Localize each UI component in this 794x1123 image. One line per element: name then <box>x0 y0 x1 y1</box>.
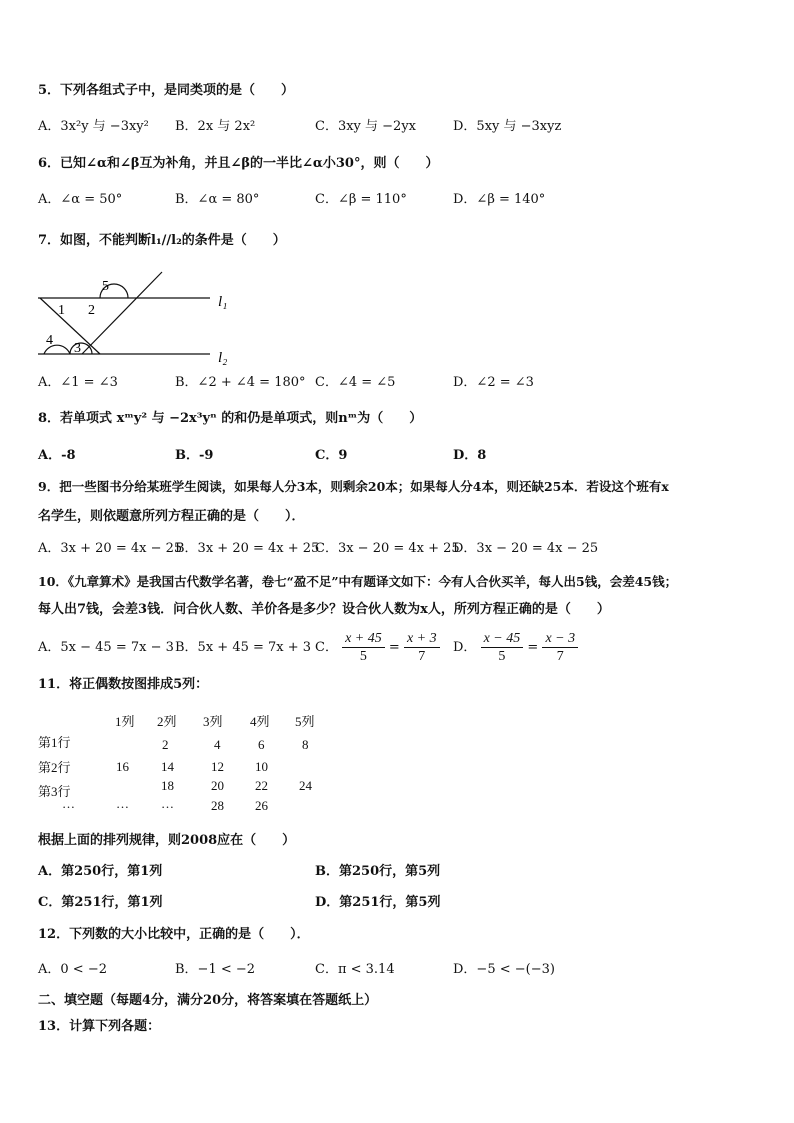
q9-option-c: C．3x − 20 = 4x + 25 <box>315 541 460 556</box>
table-cell: 2 <box>162 737 169 752</box>
q12-option-a: A．0 < −2 <box>38 962 107 977</box>
q12-option-d: D．−5 < −(−3) <box>453 962 555 977</box>
q11-question: 根据上面的排列规律，则2008应在（ ） <box>38 833 296 848</box>
q12-option-b: B．−1 < −2 <box>175 962 256 977</box>
fraction-numerator: x − 45 <box>481 630 524 648</box>
table-cell: 12 <box>211 759 224 774</box>
parallel-lines-figure <box>34 262 244 366</box>
fraction-denominator: 5 <box>359 649 367 664</box>
row-label: 第1行 <box>38 735 71 750</box>
q7-option-c: C．∠4 = ∠5 <box>315 375 396 390</box>
q11-option-d: D．第251行，第5列 <box>315 895 441 910</box>
q8-option-c: C．9 <box>315 448 348 463</box>
table-cell: 26 <box>255 798 268 813</box>
angle-4-label: 4 <box>46 333 53 348</box>
q7-option-b: B．∠2 + ∠4 = 180° <box>175 375 306 390</box>
q6-option-d: D．∠β = 140° <box>453 192 546 207</box>
q10-c-left-fraction <box>342 630 385 665</box>
q12-option-c: C．π < 3.14 <box>315 962 395 977</box>
q11-option-a: A．第250行，第1列 <box>38 864 163 879</box>
q8-option-a: A．-8 <box>38 448 76 463</box>
table-cell: … <box>161 796 174 811</box>
angle-5-label: 5 <box>102 279 109 294</box>
q9-stem-line2: 名学生，则依题意所列方程正确的是（ ）． <box>38 509 305 524</box>
fraction-denominator: 7 <box>418 649 426 664</box>
q8-option-b: B．-9 <box>175 448 214 463</box>
q10-option-d <box>453 630 578 666</box>
q10-option-c <box>315 630 440 666</box>
row-label: … <box>62 796 75 811</box>
line-l2-label: l₂ <box>218 350 228 366</box>
q5-option-b: B．2x 与 2x² <box>175 119 256 134</box>
fraction-denominator: 5 <box>498 649 506 664</box>
section-heading: 二、填空题（每题4分，满分20分，将答案填在答题纸上） <box>38 993 378 1008</box>
q6-stem: 6．已知∠α和∠β互为补角，并且∠β的一半比∠α小30°，则（ ） <box>38 156 439 171</box>
q10-option-d-label: D． <box>453 640 477 655</box>
q10-d-right-fraction <box>542 630 578 665</box>
col-header: 2列 <box>157 714 177 729</box>
q7-option-d: D．∠2 = ∠3 <box>453 375 534 390</box>
q5-option-d: D．5xy 与 −3xyz <box>453 119 562 134</box>
q13-stem: 13．计算下列各题： <box>38 1019 161 1034</box>
q5-stem: 5．下列各组式子中，是同类项的是（ ） <box>38 83 295 98</box>
row-label: 第2行 <box>38 760 71 775</box>
table-cell: 18 <box>161 778 174 793</box>
fraction-numerator: x + 45 <box>342 630 385 648</box>
q11-stem: 11．将正偶数按图排成5列： <box>38 677 209 692</box>
q12-stem: 12．下列数的大小比较中，正确的是（ ）． <box>38 927 310 942</box>
col-header: 3列 <box>203 714 223 729</box>
table-cell: 10 <box>255 759 268 774</box>
col-header: 1列 <box>115 714 135 729</box>
table-cell: 22 <box>255 778 268 793</box>
line-l1-label: l₁ <box>218 294 228 310</box>
q8-stem: 8．若单项式 xᵐy² 与 −2x³yⁿ 的和仍是单项式，则nᵐ为（ ） <box>38 411 423 426</box>
q9-option-d: D．3x − 20 = 4x − 25 <box>453 541 599 556</box>
angle-3-label: 3 <box>74 341 81 356</box>
q10-c-right-fraction <box>404 630 440 665</box>
table-cell: 20 <box>211 778 224 793</box>
q10-stem-line1: 10．《九章算术》是我国古代数学名著，卷七“盈不足”中有题译文如下：今有人合伙买羊，每人出5钱，会差45钱； <box>38 574 678 589</box>
q11-option-c: C．第251行，第1列 <box>38 895 163 910</box>
q5-option-a: A．3x²y 与 −3xy² <box>38 119 149 134</box>
col-header: 5列 <box>295 714 315 729</box>
q7-option-a: A．∠1 = ∠3 <box>38 375 118 390</box>
q10-option-b: B．5x + 45 = 7x + 3 <box>175 640 312 655</box>
q6-option-b: B．∠α = 80° <box>175 192 260 207</box>
q10-stem-line2: 每人出7钱，会差3钱．问合伙人数、羊价各是多少？设合伙人数为x人，所列方程正确的是（ ） <box>38 602 610 617</box>
q6-option-c: C．∠β = 110° <box>315 192 407 207</box>
q9-stem-line1: 9．把一些图书分给某班学生阅读，如果每人分3本，则剩余20本；如果每人分4本，则还缺25本．若设这个班有x <box>38 479 669 494</box>
table-cell: 8 <box>302 737 309 752</box>
table-cell: 4 <box>214 737 221 752</box>
q8-option-d: D．8 <box>453 448 487 463</box>
angle-2-label: 2 <box>88 303 95 318</box>
q10-option-a: A．5x − 45 = 7x − 3 <box>38 640 174 655</box>
row-label: 第3行 <box>38 784 71 799</box>
table-cell: 16 <box>116 759 129 774</box>
q7-stem: 7．如图，不能判断l₁//l₂的条件是（ ） <box>38 233 286 248</box>
q9-option-b: B．3x + 20 = 4x + 25 <box>175 541 320 556</box>
equals-sign: = <box>527 640 539 655</box>
table-cell: 28 <box>211 798 224 813</box>
table-cell: … <box>116 796 129 811</box>
table-cell: 24 <box>299 778 312 793</box>
angle-1-label: 1 <box>58 303 65 318</box>
fraction-numerator: x + 3 <box>404 630 440 648</box>
q10-d-left-fraction <box>481 630 524 665</box>
q10-option-c-label: C． <box>315 640 338 655</box>
fraction-denominator: 7 <box>556 649 564 664</box>
q6-option-a: A．∠α = 50° <box>38 192 123 207</box>
q11-option-b: B．第250行，第5列 <box>315 864 441 879</box>
table-cell: 6 <box>258 737 265 752</box>
fraction-numerator: x − 3 <box>542 630 578 648</box>
table-cell: 14 <box>161 759 174 774</box>
q9-option-a: A．3x + 20 = 4x − 25 <box>38 541 183 556</box>
col-header: 4列 <box>250 714 270 729</box>
equals-sign: = <box>388 640 400 655</box>
q5-option-c: C．3xy 与 −2yx <box>315 119 416 134</box>
